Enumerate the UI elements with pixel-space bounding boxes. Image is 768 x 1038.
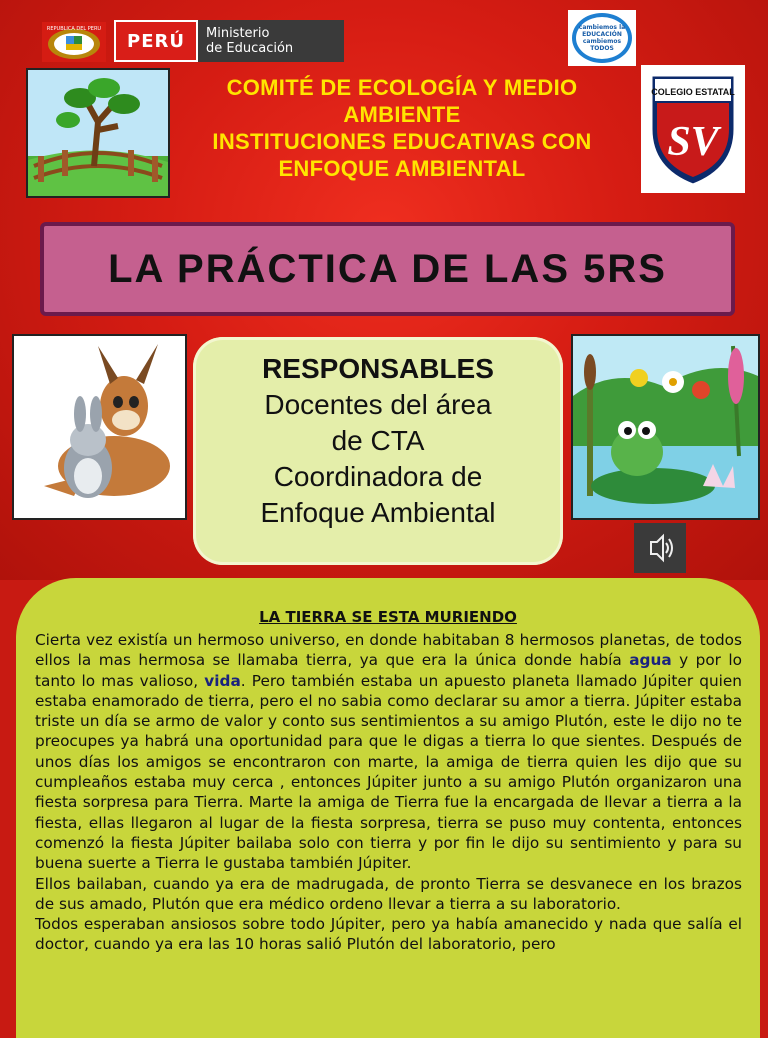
ministry-line-1: Ministerio xyxy=(206,26,270,41)
story-paragraph-1 xyxy=(35,630,742,874)
responsables-heading: RESPONSABLES xyxy=(262,353,494,384)
story-paragraph-2: Ellos bailaban, cuando ya era de madrugada, de pronto Tierra se desvanece en los brazos de sus amado, Plutón que era médico ordeno llevar a tierra a su laboratorio. xyxy=(35,874,742,913)
school-logo-caption: COLEGIO ESTATAL xyxy=(651,87,735,97)
story-paragraph-3: Todos esperaban ansiosos sobre todo Júpiter, pero ya había amanecido y nada que salía el doctor, cuando ya era las 10 horas salió Plutón del laboratorio, pero xyxy=(35,915,742,954)
edu-logo-line-4: TODOS xyxy=(590,45,614,52)
responsables-box xyxy=(193,337,563,565)
speaker-icon xyxy=(645,532,675,564)
story-text: . Pero también estaba un apuesto planeta llamado Júpiter quien estaba enamorado de tierra, pero el no sabia como declarar su amor a tierra. Júpiter estaba triste un día se armo de valor y conto sus sentimientos a su amigo Plutón, este le dijo no te preocupes ya habrá una oportunidad para que le digas a tierra lo que sientes. Después de unos días los amigos se encontraron con marte, la amiga de tierra quien les dijo que su cumpleaños estaba muy cerca , entonces Júpiter junto a su amigo Plutón organizaron una fiesta sorpresa para Tierra. Marte la amiga de Tierra fue la encargada de llevar a tierra a la fiesta, ellas llegaron al lugar de la fiesta sorpresa, tierra se puso muy contenta, entonces comenzó la fiesta Júpiter bailaba solo con tierra y por fin le dijo su sentimiento y para su buena suerte a Tierra le gustaba también Júpiter. xyxy=(35,671,743,873)
tree-illustration xyxy=(26,68,170,198)
shield-caption: REPUBLICA DEL PERU xyxy=(46,26,102,32)
committee-title-line-1: COMITÉ DE ECOLOGÍA Y MEDIO xyxy=(226,75,578,100)
edu-logo-line-1: cambiemos la xyxy=(578,24,626,31)
education-campaign-logo xyxy=(568,10,636,66)
ministry-name xyxy=(198,20,344,62)
bambi-thumper-illustration xyxy=(12,334,187,520)
responsables-line: Docentes del área xyxy=(264,389,492,420)
main-title-banner xyxy=(40,222,735,316)
story-text: y por lo tanto lo mas valioso, xyxy=(35,651,743,690)
story-text: Cierta vez existía un hermoso universo, en donde habitaban 8 hermosos planetas, de todos ellos la mas hermosa se llamaba tierra, ya que era la única donde había xyxy=(35,631,742,670)
ministry-logo xyxy=(114,20,344,62)
story-body xyxy=(35,630,742,955)
story-title: LA TIERRA SE ESTA MURIENDO xyxy=(259,608,517,626)
peru-label: PERÚ xyxy=(114,20,198,62)
edu-logo-line-2: EDUCACIÓN xyxy=(582,31,622,38)
committee-title xyxy=(168,74,636,182)
education-campaign-circle xyxy=(572,13,632,63)
school-logo-letters: SV xyxy=(667,119,719,165)
peru-shield-logo xyxy=(42,22,106,62)
frog-pond-illustration xyxy=(571,334,760,520)
story-keyword-agua: agua xyxy=(629,651,672,670)
main-title: LA PRÁCTICA DE LAS 5RS xyxy=(108,246,667,291)
story-panel xyxy=(16,578,760,1038)
school-logo xyxy=(641,65,745,193)
committee-title-line-4: ENFOQUE AMBIENTAL xyxy=(278,156,526,181)
committee-title-line-3: INSTITUCIONES EDUCATIVAS CON xyxy=(212,129,592,154)
responsables-line: Enfoque Ambiental xyxy=(260,497,496,528)
story-keyword-vida: vida xyxy=(204,671,241,690)
responsables-line: de CTA xyxy=(331,425,425,456)
committee-title-line-2: AMBIENTE xyxy=(343,102,461,127)
audio-button[interactable] xyxy=(634,523,686,573)
responsables-line: Coordinadora de xyxy=(273,461,483,492)
ministry-line-2: de Educación xyxy=(206,41,294,56)
edu-logo-line-3: cambiemos xyxy=(582,38,622,45)
